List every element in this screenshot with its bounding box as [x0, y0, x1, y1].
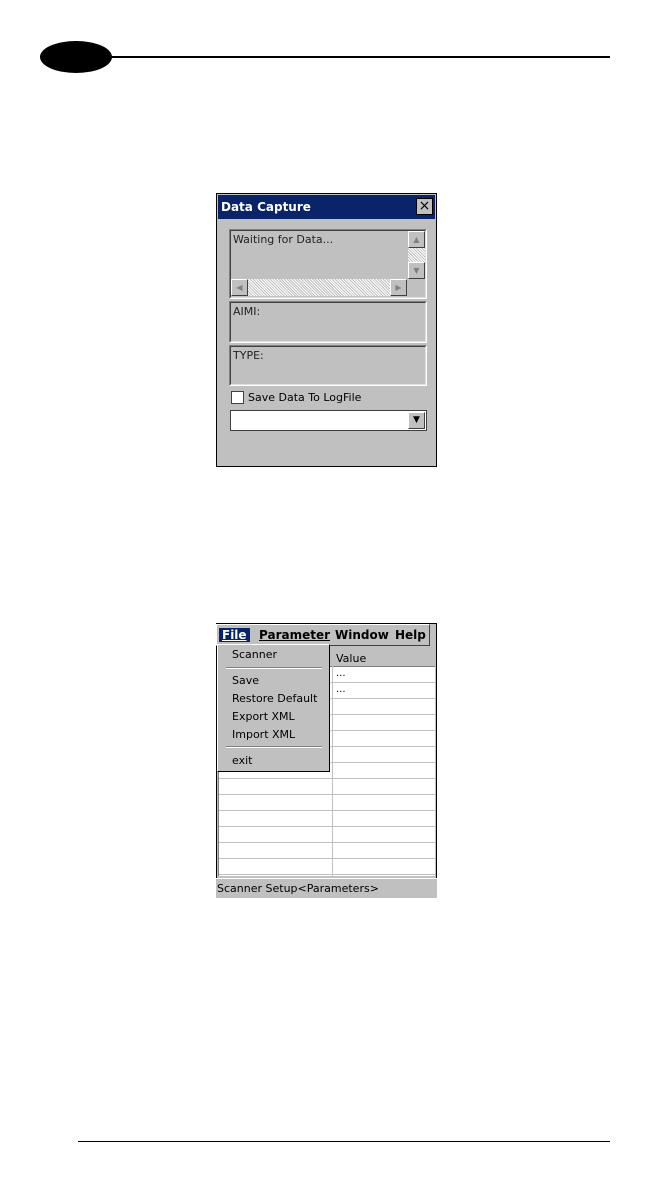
scroll-right-icon: ▶	[395, 283, 402, 292]
aimi-panel	[229, 301, 427, 343]
menu-item-save[interactable]: Save	[232, 674, 260, 687]
chapter-tab	[40, 41, 112, 73]
menu-parameter-label: Parameter	[259, 628, 331, 642]
horizontal-scroll-track[interactable]	[248, 279, 390, 296]
footer-rule	[78, 1141, 610, 1142]
title-bar	[218, 195, 435, 219]
close-icon: ×	[418, 198, 431, 214]
menu-item-exit[interactable]: exit	[232, 754, 253, 767]
scroll-right-button[interactable]	[390, 279, 407, 296]
table-row[interactable]	[219, 779, 435, 795]
menu-item-import-xml[interactable]: Import XML	[232, 728, 296, 741]
logfile-combo[interactable]	[230, 410, 427, 431]
menu-item-restore-default[interactable]: Restore Default	[232, 692, 318, 705]
combo-dropdown-button[interactable]	[408, 412, 425, 429]
menu-separator	[226, 746, 322, 748]
aimi-label: AIMI:	[233, 305, 261, 318]
type-panel	[229, 345, 427, 386]
menu-item-export-xml[interactable]: Export XML	[232, 710, 295, 723]
save-logfile-checkbox[interactable]	[231, 391, 244, 404]
status-bar	[216, 878, 437, 898]
menu-parameter[interactable]	[256, 628, 333, 642]
table-row[interactable]	[219, 795, 435, 811]
menu-window[interactable]	[332, 628, 392, 642]
scroll-down-button[interactable]	[408, 262, 425, 279]
menu-help[interactable]	[392, 628, 429, 642]
menu-file[interactable]	[219, 628, 250, 642]
data-text: Waiting for Data...	[233, 233, 334, 246]
table-row[interactable]	[219, 843, 435, 859]
menu-help-label: Help	[395, 628, 426, 642]
window-title: Data Capture	[221, 200, 311, 214]
close-button[interactable]	[416, 198, 433, 215]
menu-item-scanner[interactable]: Scanner	[232, 648, 278, 661]
value-column-header: Value	[336, 652, 367, 665]
vertical-scroll-track[interactable]	[408, 248, 425, 262]
menu-separator	[226, 667, 322, 669]
row-value: ...	[336, 668, 346, 679]
row-value: ...	[336, 684, 346, 695]
table-row[interactable]	[219, 827, 435, 843]
menu-bar	[216, 624, 430, 646]
scroll-up-icon: ▲	[413, 235, 420, 244]
menu-window-label: Window	[335, 628, 389, 642]
save-logfile-label[interactable]: Save Data To LogFile	[248, 391, 362, 404]
table-row[interactable]	[219, 859, 435, 875]
type-label: TYPE:	[233, 349, 264, 362]
scroll-left-icon: ◀	[236, 283, 243, 292]
file-menu-dropdown	[217, 644, 330, 772]
scroll-up-button[interactable]	[408, 231, 425, 248]
table-row[interactable]	[219, 811, 435, 827]
scroll-down-icon: ▼	[413, 266, 420, 275]
dropdown-arrow-icon: ▼	[413, 415, 420, 425]
header-rule	[108, 56, 610, 58]
scroll-left-button[interactable]	[231, 279, 248, 296]
status-text: Scanner Setup<Parameters>	[217, 882, 379, 895]
menu-file-label: File	[222, 628, 247, 642]
